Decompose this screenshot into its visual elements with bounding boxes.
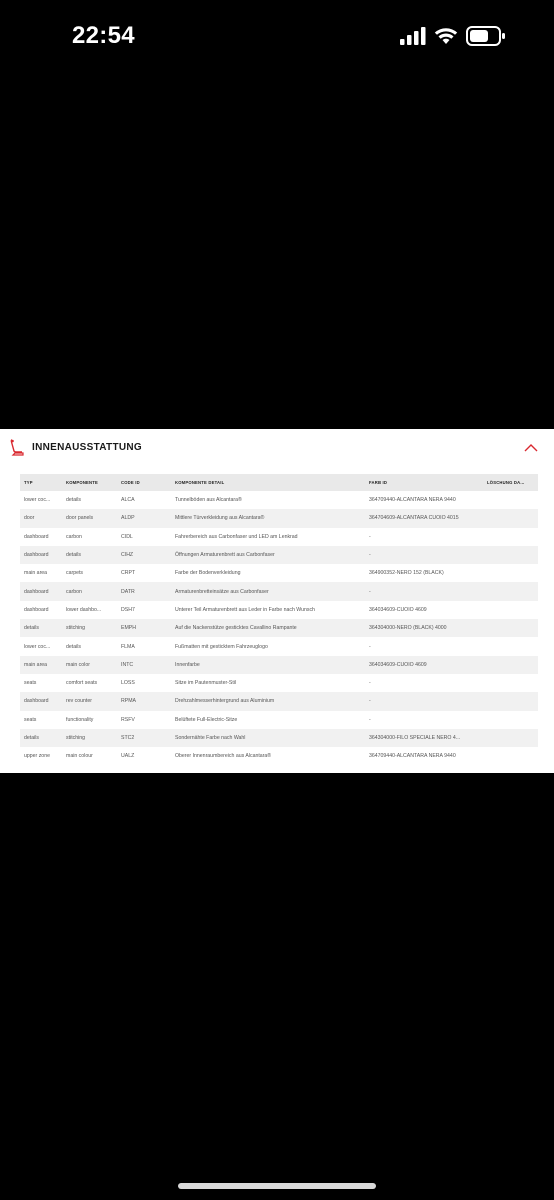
table-row	[20, 637, 538, 655]
table-row	[20, 491, 538, 509]
cell-detail: Öffnungen Armaturenbrett aus Carbonfaser	[171, 546, 365, 564]
cell-komponente: details	[66, 497, 81, 504]
cell-loeschung	[483, 582, 538, 600]
cell-detail: Sondernähte Farbe nach Wahl	[171, 729, 365, 747]
cell-farb-id: 364704609-ALCANTARA CUOIO 4015	[365, 509, 483, 527]
table-row	[20, 656, 538, 674]
cell-typ: dashboard	[20, 692, 62, 710]
table-row	[20, 692, 538, 710]
cell-typ: dashboard	[20, 582, 62, 600]
battery-icon	[466, 26, 506, 46]
cell-komponente: rev counter	[62, 692, 117, 710]
cell-farb-id: -	[365, 692, 483, 710]
cell-loeschung	[483, 601, 538, 619]
column-header-code-id[interactable]: CODE ID	[117, 474, 171, 491]
cell-code-id: LOSS	[121, 680, 135, 687]
table-row	[20, 601, 538, 619]
seat-icon	[9, 439, 25, 457]
cell-code-id: RPMA	[117, 692, 171, 710]
cell-detail: Unterer Teil Armaturenbrett aus Leder in Farbe nach Wunsch	[175, 606, 315, 613]
table-row	[20, 619, 538, 637]
cell-komponente: main colour	[66, 753, 93, 760]
cell-typ: details	[20, 619, 62, 637]
cell-loeschung	[483, 747, 538, 765]
cell-farb-id: 364304000-FILO SPECIALE NERO 4...	[365, 729, 483, 747]
cell-detail: Fahrerbereich aus Carbonfaser und LED am Lenkrad	[175, 533, 298, 540]
cell-farb-id: 364034609-CUOIO 4609	[369, 606, 427, 613]
cell-code-id: RSFV	[121, 716, 135, 723]
cell-loeschung	[483, 692, 538, 710]
cell-farb-id: 364304000-NERO (BLACK) 4000	[365, 619, 483, 637]
column-header-komponente[interactable]: KOMPONENTE	[62, 474, 117, 491]
table-row	[20, 564, 538, 582]
cell-code-id: FLMA	[121, 643, 135, 650]
cell-typ: seats	[24, 716, 37, 723]
column-header-komponente-detail[interactable]: KOMPONENTE DETAIL	[171, 474, 365, 491]
status-time: 22:54	[72, 22, 135, 49]
cell-detail: Oberer Innenraumbereich aus Alcantara®	[175, 753, 272, 760]
column-header-farb-id[interactable]: FARB ID	[365, 474, 483, 491]
cell-detail: Sitze im Pautenmuster-Stil	[175, 680, 237, 687]
cell-komponente: main color	[62, 656, 117, 674]
cell-farb-id: 364709440-ALCANTARA NERA 9440	[369, 753, 456, 760]
cell-loeschung	[483, 637, 538, 655]
cell-detail: Fußmatten mit gesticktem Fahrzeuglogo	[175, 643, 268, 650]
cell-typ: main area	[20, 656, 62, 674]
cell-typ: lower coc...	[24, 643, 51, 650]
cell-typ: lower coc...	[24, 497, 51, 504]
cell-loeschung	[483, 619, 538, 637]
cell-detail: Belüftete Full-Electric-Sitze	[175, 716, 238, 723]
table-row	[20, 747, 538, 765]
interior-table	[20, 474, 538, 765]
cell-komponente: stitching	[62, 619, 117, 637]
table-header-row	[20, 474, 538, 491]
cell-farb-id: 364034609-CUOIO 4609	[365, 656, 483, 674]
cell-loeschung	[483, 528, 538, 546]
cell-komponente: door panels	[62, 509, 117, 527]
cell-typ: door	[20, 509, 62, 527]
wifi-icon	[434, 27, 458, 45]
table-row	[20, 528, 538, 546]
home-indicator[interactable]	[178, 1183, 376, 1189]
cell-komponente: carpets	[66, 570, 84, 577]
table-row	[20, 509, 538, 527]
cell-code-id: CIHZ	[117, 546, 171, 564]
section-title: INNENAUSSTATTUNG	[32, 442, 142, 453]
cell-loeschung	[483, 564, 538, 582]
table-row	[20, 729, 538, 747]
section-header[interactable]	[0, 429, 554, 467]
cell-farb-id: -	[369, 643, 371, 650]
cell-farb-id: -	[369, 716, 371, 723]
cell-code-id: CRPT	[121, 570, 136, 577]
cell-code-id: INTC	[117, 656, 171, 674]
cell-komponente: details	[66, 643, 81, 650]
cell-farb-id: -	[365, 582, 483, 600]
cell-code-id: EMPH	[117, 619, 171, 637]
cell-code-id: UALZ	[121, 753, 135, 760]
table-row	[20, 546, 538, 564]
interior-panel	[0, 429, 554, 773]
chevron-up-icon[interactable]	[524, 443, 538, 452]
cell-komponente: comfort seats	[66, 680, 98, 687]
cell-komponente: carbon	[62, 582, 117, 600]
cell-detail: Farbe der Bodenverkleidung	[175, 570, 241, 577]
cell-code-id: ALDP	[117, 509, 171, 527]
cell-detail: Auf die Nackenstütze gesticktes Cavallino Rampante	[171, 619, 365, 637]
column-header-loeschung[interactable]: LÖSCHUNG DA...	[483, 474, 538, 491]
cell-loeschung	[483, 674, 538, 692]
cell-farb-id: 364900352-NERO 152 (BLACK)	[369, 570, 444, 577]
cell-komponente: carbon	[66, 533, 82, 540]
cell-typ: dashboard	[20, 546, 62, 564]
table-row	[20, 582, 538, 600]
cellular-signal-icon	[400, 27, 426, 45]
cell-detail: Innenfarbe	[171, 656, 365, 674]
cell-farb-id: -	[369, 533, 371, 540]
cell-detail: Mittlere Türverkleidung aus Alcantara®	[171, 509, 365, 527]
cell-typ: upper zone	[24, 753, 50, 760]
cell-code-id: ALCA	[121, 497, 135, 504]
cell-loeschung	[483, 656, 538, 674]
cell-typ: dashboard	[24, 606, 49, 613]
table-row	[20, 674, 538, 692]
cell-komponente: functionality	[66, 716, 94, 723]
cell-typ: dashboard	[24, 533, 49, 540]
cell-farb-id: -	[369, 680, 371, 687]
cell-typ: details	[20, 729, 62, 747]
cell-komponente: stitching	[62, 729, 117, 747]
status-bar	[0, 0, 554, 80]
cell-farb-id: 364709440-ALCANTARA NERA 9440	[369, 497, 456, 504]
column-header-typ[interactable]: TYP	[20, 474, 62, 491]
cell-loeschung	[483, 729, 538, 747]
cell-detail: Tunnelböden aus Alcantara®	[175, 497, 242, 504]
cell-code-id: CIDL	[121, 533, 133, 540]
cell-typ: main area	[24, 570, 48, 577]
cell-komponente: details	[62, 546, 117, 564]
cell-code-id: DATR	[117, 582, 171, 600]
cell-farb-id: -	[365, 546, 483, 564]
cell-loeschung	[483, 711, 538, 729]
cell-code-id: DSH7	[121, 606, 135, 613]
cell-detail: Drehzahlmesserhintergrund aus Aluminium	[171, 692, 365, 710]
cell-detail: Armaturenbretteinsätze aus Carbonfaser	[171, 582, 365, 600]
cell-typ: seats	[24, 680, 37, 687]
cell-loeschung	[483, 491, 538, 509]
cell-code-id: STC2	[117, 729, 171, 747]
cell-loeschung	[483, 509, 538, 527]
cell-komponente: lower dashbo...	[66, 606, 102, 613]
status-icons	[400, 26, 506, 46]
cell-loeschung	[483, 546, 538, 564]
table-row	[20, 711, 538, 729]
